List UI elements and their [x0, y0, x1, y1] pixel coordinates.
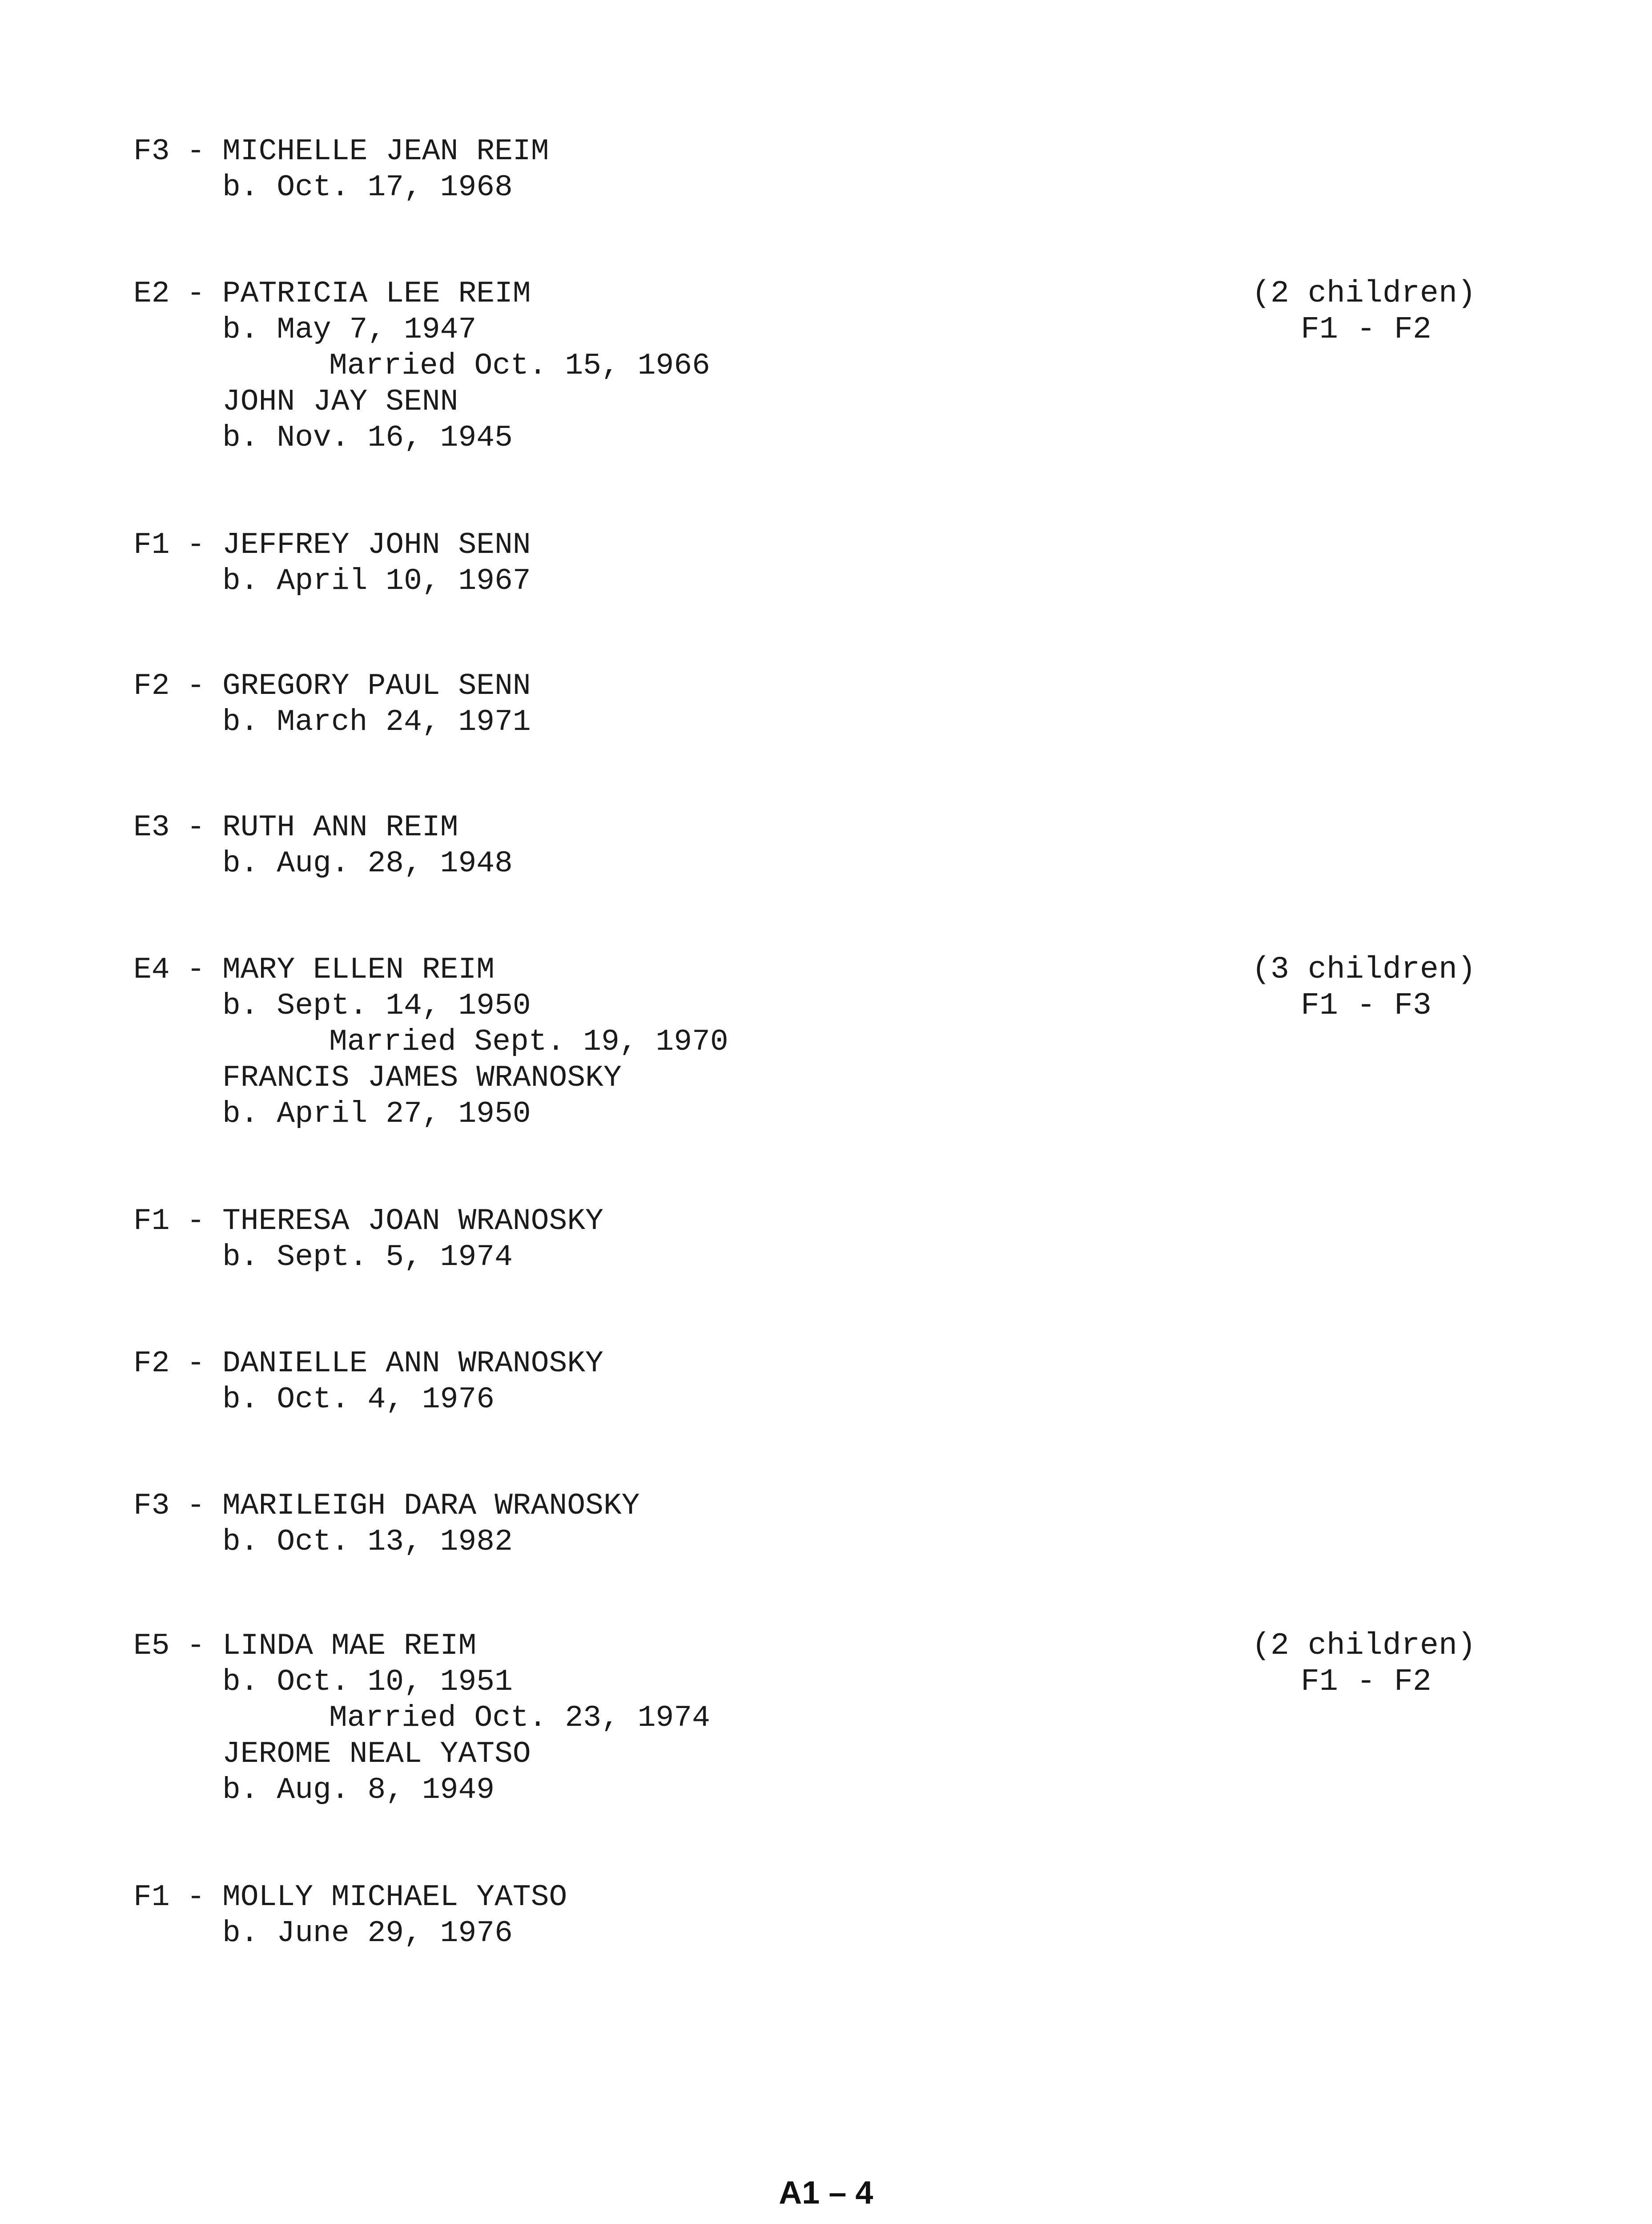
- entry-separator: -: [187, 528, 205, 562]
- spouse-birth-date: b. Nov. 16, 1945: [222, 421, 513, 455]
- genealogy-entry: [133, 952, 1156, 1132]
- marriage-date: Married Oct. 23, 1974: [329, 1701, 710, 1735]
- person-name: MICHELLE JEAN REIM: [222, 134, 549, 169]
- person-name: LINDA MAE REIM: [222, 1629, 477, 1663]
- birth-date: b. Oct. 10, 1951: [222, 1665, 513, 1699]
- person-name: THERESA JOAN WRANOSKY: [222, 1204, 603, 1238]
- entry-code: F2: [133, 669, 170, 703]
- entry-code: E3: [133, 810, 170, 845]
- entry-code: E2: [133, 277, 170, 311]
- genealogy-entry: [133, 276, 1156, 456]
- children-count: (2 children): [1252, 1628, 1476, 1664]
- birth-date: b. Oct. 13, 1982: [222, 1525, 513, 1559]
- spouse-name: JEROME NEAL YATSO: [222, 1737, 531, 1771]
- entry-separator: -: [187, 810, 205, 845]
- spouse-birth-date: b. April 27, 1950: [222, 1097, 531, 1131]
- entry-code: F1: [133, 1204, 170, 1238]
- spouse-name: JOHN JAY SENN: [222, 385, 458, 419]
- person-name: RUTH ANN REIM: [222, 810, 458, 845]
- genealogy-entry: [133, 1488, 1156, 1560]
- person-name: DANIELLE ANN WRANOSKY: [222, 1346, 603, 1381]
- genealogy-entry: [133, 810, 1156, 882]
- spouse-birth-date: b. Aug. 8, 1949: [222, 1773, 495, 1807]
- entry-separator: -: [187, 1346, 205, 1381]
- marriage-date: Married Sept. 19, 1970: [329, 1025, 728, 1059]
- birth-date: b. Oct. 17, 1968: [222, 170, 513, 205]
- children-count: (2 children): [1252, 276, 1476, 311]
- entry-code: E5: [133, 1629, 170, 1663]
- person-name: GREGORY PAUL SENN: [222, 669, 531, 703]
- genealogy-entry: [133, 668, 1156, 740]
- genealogy-entry: [133, 1628, 1156, 1808]
- genealogy-entry: [133, 1879, 1156, 1951]
- entry-code: E4: [133, 953, 170, 987]
- children-note: [1252, 276, 1563, 348]
- entry-separator: -: [187, 1204, 205, 1238]
- entry-separator: -: [187, 134, 205, 169]
- children-range: F1 - F3: [1301, 988, 1432, 1023]
- children-note: [1252, 1628, 1563, 1700]
- person-name: MOLLY MICHAEL YATSO: [222, 1880, 567, 1914]
- birth-date: b. March 24, 1971: [222, 705, 531, 739]
- entry-separator: -: [187, 1880, 205, 1914]
- children-range: F1 - F2: [1301, 312, 1432, 347]
- entry-separator: -: [187, 669, 205, 703]
- children-range: F1 - F2: [1301, 1664, 1432, 1700]
- person-name: PATRICIA LEE REIM: [222, 277, 531, 311]
- genealogy-entry: [133, 1346, 1156, 1418]
- entry-code: F3: [133, 134, 170, 169]
- person-name: MARILEIGH DARA WRANOSKY: [222, 1489, 640, 1523]
- entry-code: F2: [133, 1346, 170, 1381]
- birth-date: b. May 7, 1947: [222, 313, 477, 347]
- entry-code: F1: [133, 528, 170, 562]
- birth-date: b. June 29, 1976: [222, 1916, 513, 1950]
- genealogy-entry: [133, 1203, 1156, 1275]
- entry-code: F3: [133, 1489, 170, 1523]
- spouse-name: FRANCIS JAMES WRANOSKY: [222, 1061, 622, 1095]
- entry-separator: -: [187, 277, 205, 311]
- page-number: A1 – 4: [779, 2175, 873, 2211]
- children-count: (3 children): [1252, 952, 1476, 987]
- birth-date: b. Sept. 5, 1974: [222, 1240, 513, 1274]
- entry-separator: -: [187, 1489, 205, 1523]
- entry-code: F1: [133, 1880, 170, 1914]
- children-note: [1252, 952, 1563, 1024]
- genealogy-entry: [133, 527, 1156, 599]
- birth-date: b. Sept. 14, 1950: [222, 989, 531, 1023]
- genealogy-entry: [133, 133, 1156, 205]
- person-name: JEFFREY JOHN SENN: [222, 528, 531, 562]
- entry-separator: -: [187, 1629, 205, 1663]
- marriage-date: Married Oct. 15, 1966: [329, 349, 710, 383]
- birth-date: b. Oct. 4, 1976: [222, 1382, 495, 1417]
- birth-date: b. April 10, 1967: [222, 564, 531, 598]
- person-name: MARY ELLEN REIM: [222, 953, 495, 987]
- birth-date: b. Aug. 28, 1948: [222, 846, 513, 881]
- entry-separator: -: [187, 953, 205, 987]
